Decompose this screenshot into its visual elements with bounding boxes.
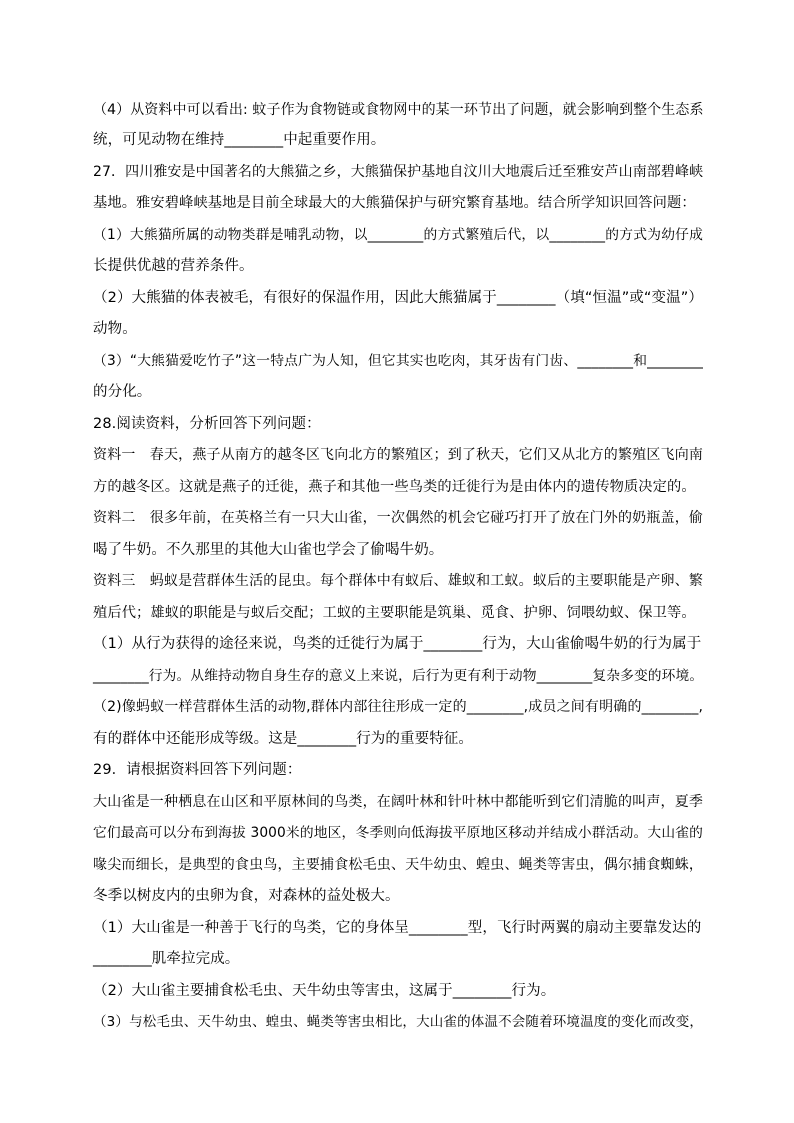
text-line: 它们最高可以分布到海拔 3000米的地区，冬季则向低海拔平原地区移动并结成小群活动。大山雀的 <box>93 825 703 841</box>
text-line: （2）大熊猫的体表被毛，有很好的保温作用，因此大熊猫属于________（填“恒温”或“变温”） <box>93 290 703 306</box>
text-line: 的分化。 <box>93 384 152 400</box>
question-29-line: 29．请根据资料回答下列问题： <box>93 762 302 778</box>
text-line: 基地。雅安碧峰峡基地是目前全球最大的大熊猫保护与研究繁育基地。结合所学知识回答问题： <box>93 195 696 211</box>
text-line: ________行为。从维持动物自身生存的意义上来说，后行为更有利于动物________复杂多变的环境。 <box>93 668 704 684</box>
text-line: 殖后代；雄蚁的职能是与蚁后交配；工蚁的主要职能是筑巢、觅食、护卵、饲喂幼蚁、保卫等。 <box>93 605 696 621</box>
text-line: （1）从行为获得的途径来说，鸟类的迁徙行为属于________行为，大山雀偷喝牛奶的行为属于 <box>93 636 702 652</box>
text-line: 动物。 <box>93 321 137 337</box>
text-line: 大山雀是一种栖息在山区和平原林间的鸟类，在阔叶林和针叶林中都能听到它们清脆的叫声，夏季 <box>93 794 703 810</box>
text-line: 方的越冬区。这就是燕子的迁徙，燕子和其他一些鸟类的迁徙行为是由体内的遗传物质决定的。 <box>93 479 696 495</box>
text-line: （3）与松毛虫、天牛幼虫、蝗虫、蝇类等害虫相比，大山雀的体温不会随着环境温度的变化而改变， <box>93 1014 703 1030</box>
text-line: （4）从资料中可以看出: 蚊子作为食物链或食物网中的某一环节出了问题，就会影响到整个生态系 <box>93 102 704 118</box>
text-line: ________肌牵拉完成。 <box>93 951 240 967</box>
question-28-line: 28.阅读资料，分析回答下列问题： <box>93 416 321 432</box>
text-line: 资料一 春天，燕子从南方的越冬区飞向北方的繁殖区；到了秋天，它们又从北方的繁殖区飞向南 <box>93 447 703 463</box>
text-line: 冬季以树皮内的虫卵为食，对森林的益处极大。 <box>93 888 400 904</box>
text-line: 有的群体中还能形成等级。这是________行为的重要特征。 <box>93 731 473 747</box>
question-27-line: 27．四川雅安是中国著名的大熊猫之乡，大熊猫保护基地自汶川大地震后迁至雅安芦山南部碧峰峡 <box>93 164 704 180</box>
text-line: （3）“大熊猫爱吃竹子”这一特点广为人知，但它其实也吃肉，其牙齿有门齿、________和________ <box>93 353 703 369</box>
text-line: （2）大山雀主要捕食松毛虫、天牛幼虫等害虫，这属于________行为。 <box>93 983 556 999</box>
text-line: 统，可见动物在维持________中起重要作用。 <box>93 132 386 148</box>
text-line: 资料三 蚂蚁是营群体生活的昆虫。每个群体中有蚁后、雄蚁和工蚁。蚁后的主要职能是产卵、繁 <box>93 573 703 589</box>
text-line: 资料二 很多年前，在英格兰有一只大山雀，一次偶然的机会它碰巧打开了放在门外的奶瓶盖，偷 <box>93 510 703 526</box>
text-line: （2)像蚂蚁一样营群体生活的动物,群体内部往往形成一定的________,成员之间有明确的________, <box>93 699 703 715</box>
text-line: 喙尖而细长，是典型的食虫鸟，主要捕食松毛虫、天牛幼虫、蝗虫、蝇类等害虫，偶尔捕食蜘蛛， <box>93 857 703 873</box>
text-line: （1）大山雀是一种善于飞行的鸟类，它的身体呈________型，飞行时两翼的扇动主要靠发达的 <box>93 920 702 936</box>
text-line: 长提供优越的营养条件。 <box>93 258 254 274</box>
text-line: （1）大熊猫所属的动物类群是哺乳动物，以________的方式繁殖后代，以________的方式为幼仔成 <box>93 227 703 243</box>
text-line: 喝了牛奶。不久那里的其他大山雀也学会了偷喝牛奶。 <box>93 542 444 558</box>
